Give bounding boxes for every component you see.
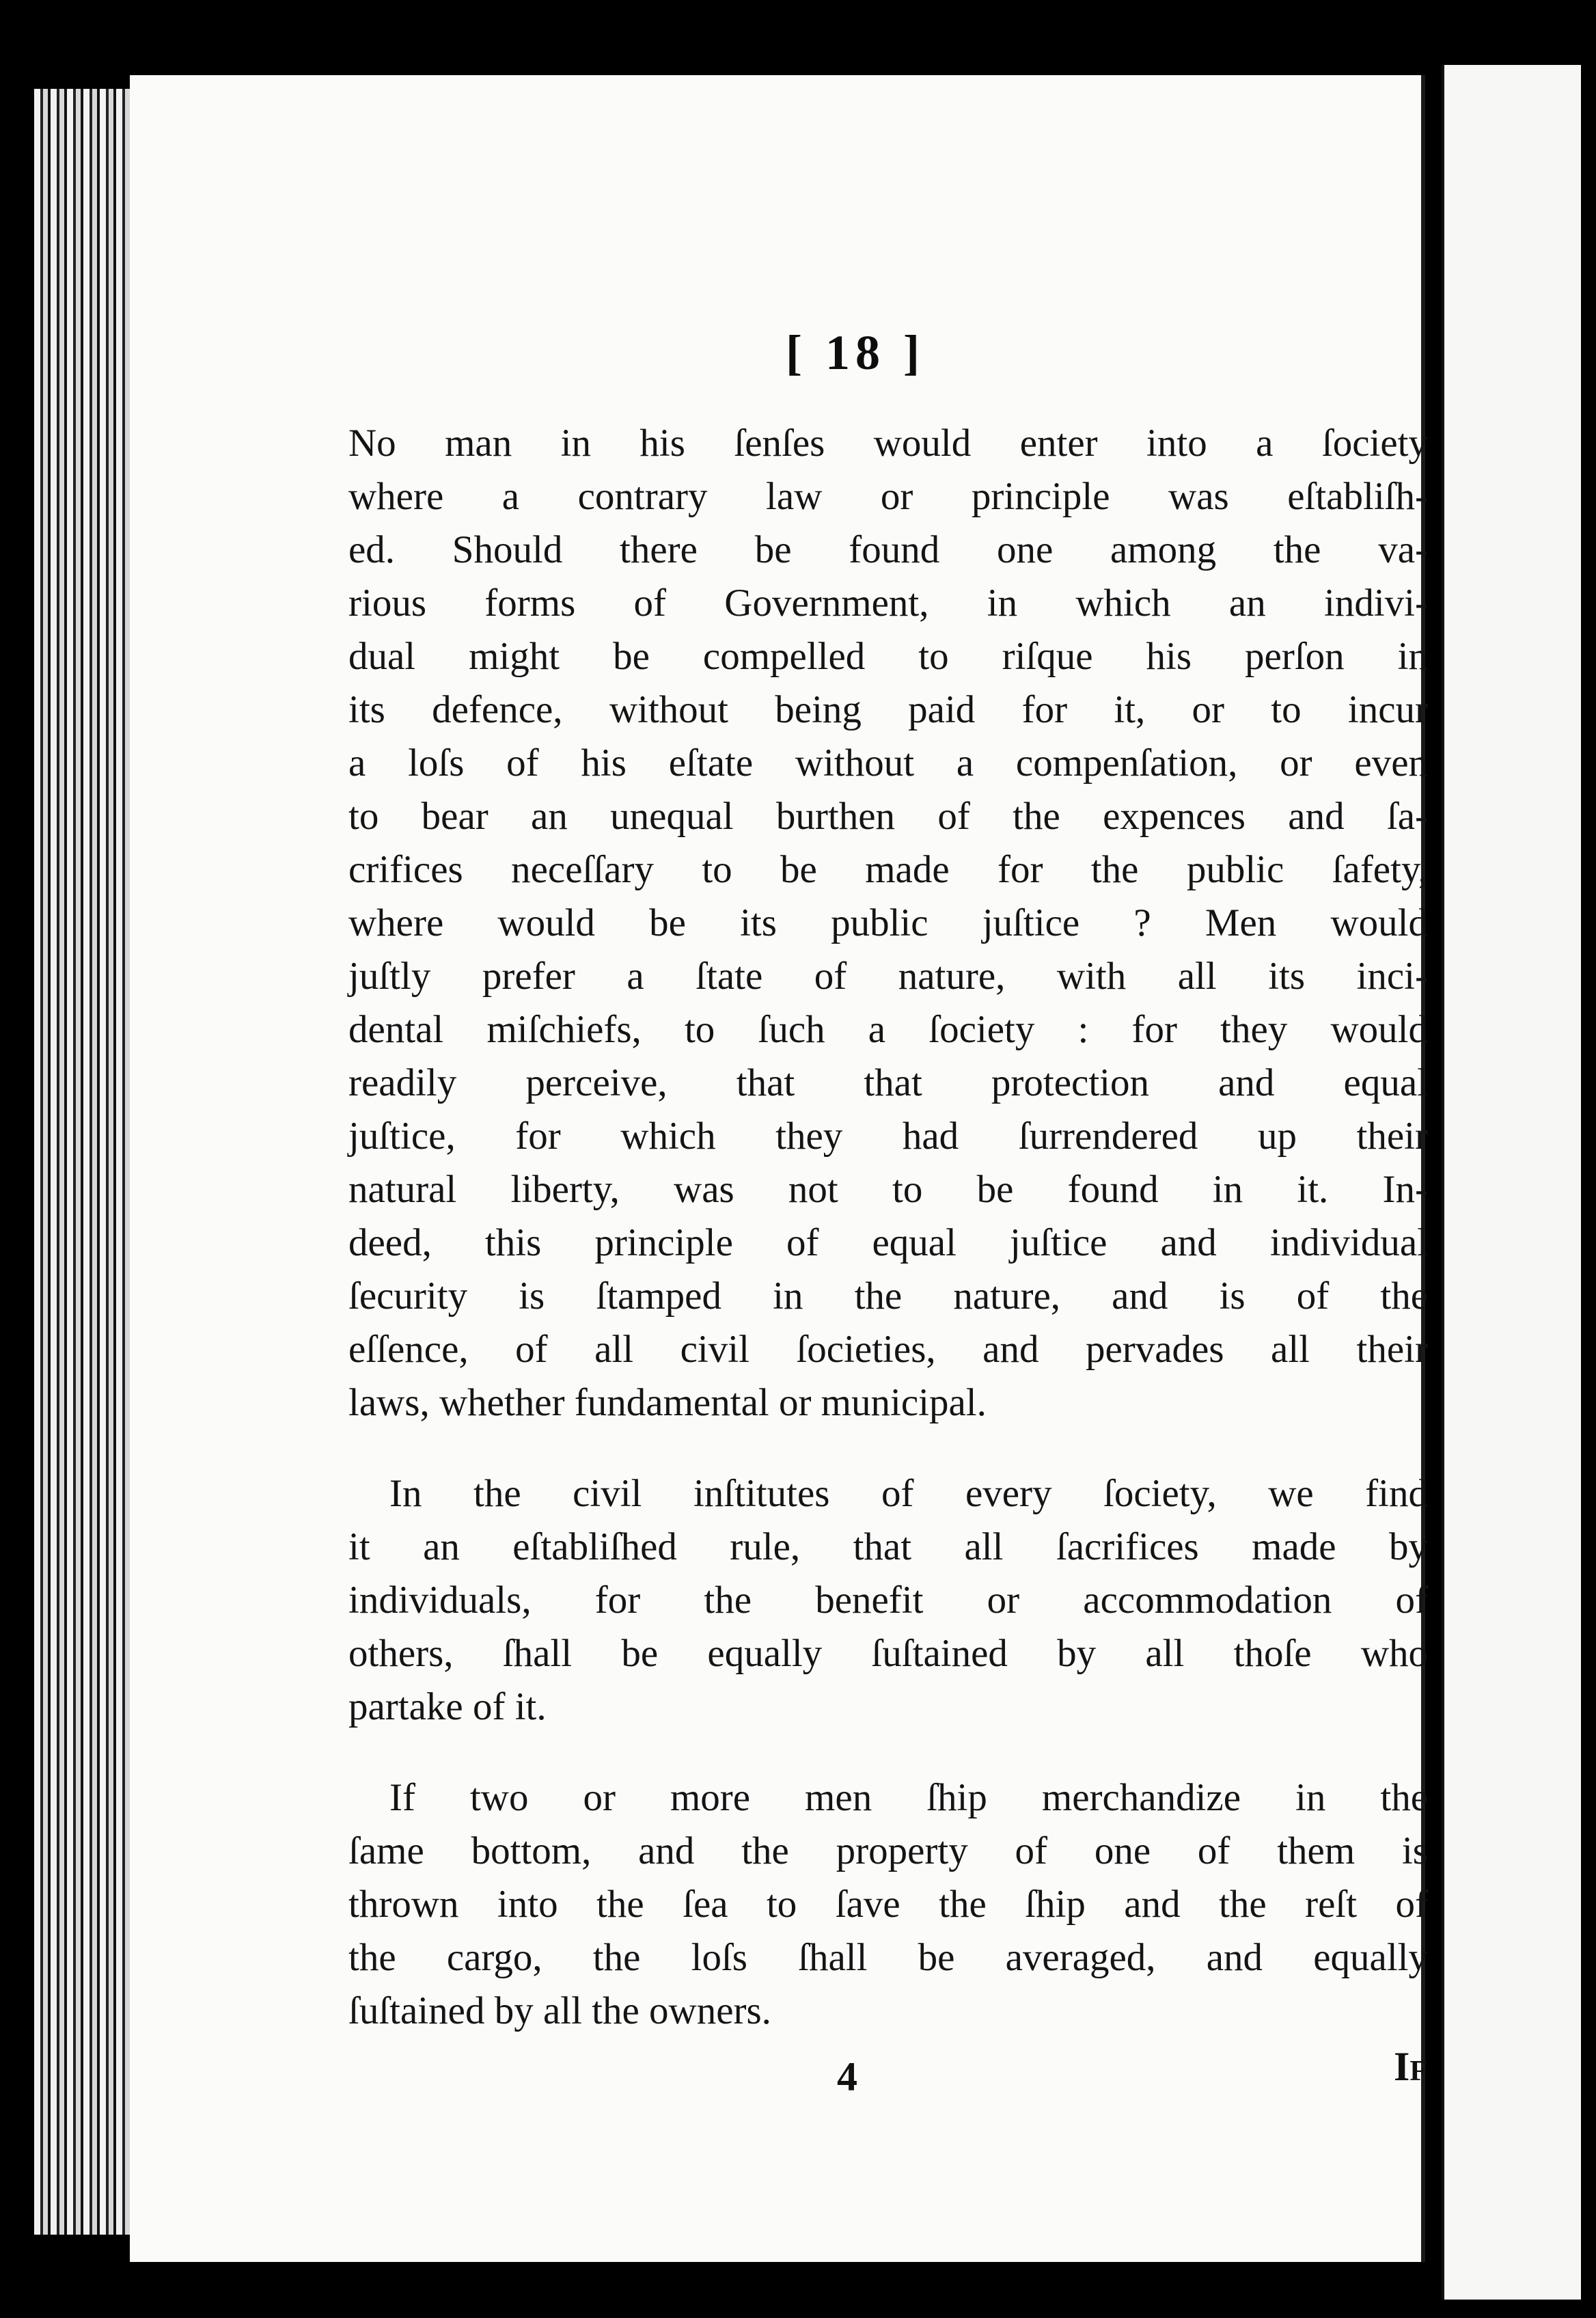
text-line: deed, this principle of equal juſtice and individual [348, 1221, 1428, 1264]
text-line: juſtly prefer a ſtate of nature, with all its inci- [348, 955, 1428, 998]
text-line: ſuſtained by all the owners. [348, 1989, 771, 2032]
paragraph-2 [348, 1467, 1428, 1734]
page-body [348, 417, 1428, 2075]
text-line: where would be its public juſtice ? Men would [348, 901, 1428, 944]
text-line: rious forms of Government, in which an indivi- [348, 582, 1428, 625]
text-line: individuals, for the benefit or accommodation of [348, 1579, 1428, 1622]
text-line: ed. Should there be found one among the va- [348, 528, 1428, 571]
text-line: its defence, without being paid for it, or to incur [348, 688, 1428, 731]
text-line: dual might be compelled to riſque his perſon in [348, 635, 1428, 678]
text-line: crifices neceſſary to be made for the public ſafety, [348, 848, 1428, 891]
text-line: others, ſhall be equally ſuſtained by all thoſe who [348, 1632, 1428, 1675]
text-line: readily perceive, that that protection and equal [348, 1061, 1428, 1104]
text-line: juſtice, for which they had ſurrendered up their [348, 1115, 1428, 1158]
text-line: to bear an unequal burthen of the expences and ſa- [348, 795, 1428, 838]
paragraph-3 [348, 1771, 1428, 2038]
text-line: the cargo, the loſs ſhall be averaged, and equally [348, 1936, 1428, 1979]
catchword: If [1394, 2044, 1428, 2089]
text-line: ſecurity is ſtamped in the nature, and is of the [348, 1274, 1428, 1318]
text-line: If two or more men ſhip merchandize in the [389, 1776, 1428, 1819]
text-line: In the civil inſtitutes of every ſociety, we find [389, 1472, 1428, 1515]
page-number: [ 18 ] [786, 325, 925, 380]
text-line: laws, whether fundamental or municipal. [348, 1381, 987, 1424]
text-line: a loſs of his eſtate without a compenſation, or even [348, 741, 1428, 785]
facing-page-edge [1442, 65, 1581, 2300]
text-line: eſſence, of all civil ſocieties, and pervades all their [348, 1328, 1428, 1371]
book-page-edges [34, 89, 137, 2235]
text-line: dental miſchiefs, to ſuch a ſociety : for they would [348, 1008, 1428, 1051]
text-line: it an eſtabliſhed rule, that all ſacrifices made by [348, 1525, 1428, 1568]
text-line: where a contrary law or principle was eſtabliſh- [348, 475, 1428, 518]
signature-mark: 4 [837, 2054, 857, 2099]
book-page [130, 75, 1428, 2262]
text-line: ſame bottom, and the property of one of them is [348, 1829, 1428, 1872]
text-line: No man in his ſenſes would enter into a ſociety [348, 422, 1428, 465]
paragraph-1 [348, 417, 1428, 1430]
text-line: partake of it. [348, 1685, 547, 1728]
text-line: thrown into the ſea to ſave the ſhip and the reſt of [348, 1883, 1428, 1926]
text-line: natural liberty, was not to be found in it. In- [348, 1168, 1428, 1211]
